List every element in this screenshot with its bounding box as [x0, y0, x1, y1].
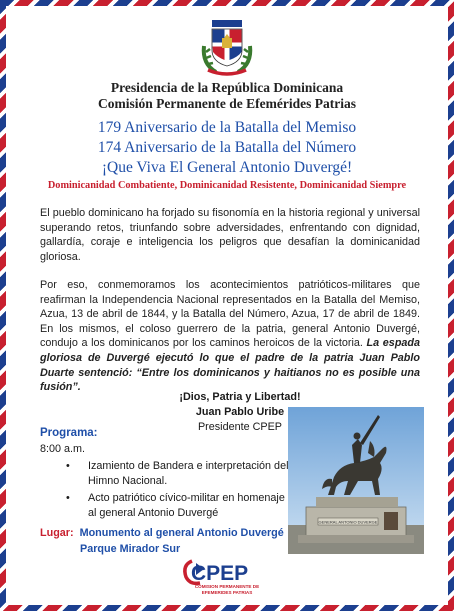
paragraph-commemoration-text: Por eso, conmemoramos los acontecimientos patrióticos-militares que reafirman la Independencia Nacional representados en la Batalla del Memiso, Azua, 13 de abril de 1844, y la Batalla del Número, Azua, 17 de abril de 1849. En los mismos, el coloso guerrero de la patria, general Antonio Duvergé, condujo a los dominicanos por los caminos heroicos de la victoria. [40, 279, 420, 350]
bullet-icon: • [66, 492, 70, 505]
cpep-acronym: CPEP [191, 562, 249, 585]
program-item [60, 491, 290, 520]
cpep-logo [178, 555, 276, 597]
location-line-2: Parque Mirador Sur [80, 543, 181, 555]
cpep-subtitle-1: COMISION PERMANENTE DE [194, 584, 260, 589]
header-line-2: Comisión Permanente de Efemérides Patrias [98, 96, 356, 111]
equestrian-statue-photo [288, 407, 424, 554]
program-time: 8:00 a.m. [40, 443, 86, 455]
program-list [60, 459, 290, 523]
title-memiso: 179 Aniversario de la Batalla del Memiso [97, 119, 357, 136]
title-viva-duverge: ¡Que Viva El General Antonio Duvergé! [101, 159, 353, 176]
title-numero: 174 Aniversario de la Batalla del Número [97, 139, 357, 156]
cpep-subtitle-2: EFEMERIDES PATRIAS [201, 590, 253, 595]
program-item-text: Acto patriótico cívico-militar en homenaje al general Antonio Duvergé [88, 492, 285, 519]
paragraph-commemoration [40, 278, 420, 395]
bullet-icon: • [66, 460, 70, 472]
program-item-text: Izamiento de Bandera e interpretación del Himno Nacional. [88, 460, 289, 487]
duarte-quote: La espada gloriosa de Duvergé ejecutó lo que el padre de la patria Juan Pablo Duarte sentenció: “Entre los dominicanos y haitianos no es posible una fusión”. [40, 337, 421, 394]
signature-motto: ¡Dios, Patria y Libertad! [179, 391, 301, 403]
signature-name: Juan Pablo Uribe [195, 406, 285, 418]
program-item [60, 459, 290, 488]
location-line-1: Monumento al general Antonio Duvergé [79, 527, 284, 539]
program-title: Programa: [40, 427, 98, 439]
flyer [10, 10, 444, 601]
coat-of-arms-icon [198, 16, 256, 78]
statue-plaque-text: GENERAL ANTONIO DUVERGE [318, 519, 378, 525]
location-block [40, 525, 284, 557]
dominicanidad-motto: Dominicanidad Combatiente, Dominicanidad Resistente, Dominicanidad Siempre [47, 180, 407, 191]
paragraph-intro: El pueblo dominicano ha forjado su fisonomía en la historia regional y universal superando retos, triunfando sobre adversidades, enfrentando con dignidad, gallardía, coraje e inteligencia los peligros que desafían la dominicanidad gloriosa. [40, 207, 420, 263]
header-line-1: Presidencia de la República Dominicana [110, 80, 344, 95]
location-label: Lugar: [40, 527, 74, 539]
signature-role: Presidente CPEP [197, 421, 283, 433]
